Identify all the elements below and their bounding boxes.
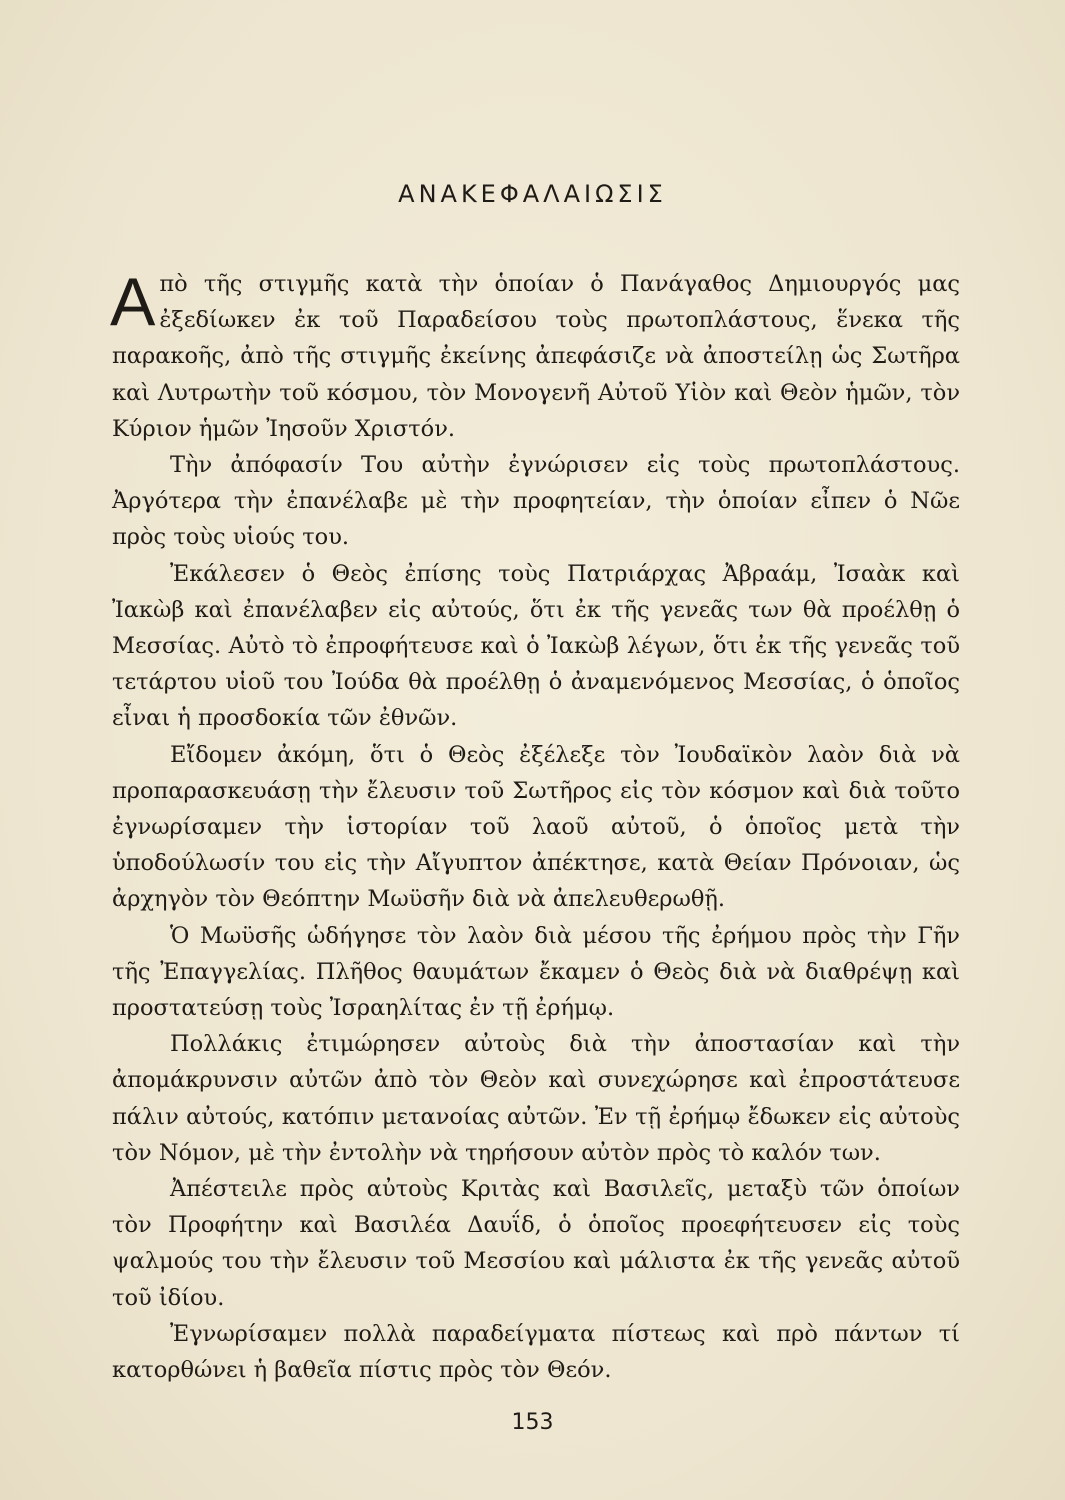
body-text (112, 266, 960, 1388)
paragraph: Τὴν ἀπόφασίν Του αὐτὴν ἐγνώρισεν εἰς τοὺς πρωτοπλάστους. Ἀργότερα τὴν ἐπανέλαβε μὲ τὴν προφητείαν, τὴν ὁποίαν εἶπεν ὁ Νῶε πρὸς τοὺς υἱούς του. (112, 452, 960, 551)
paragraph: Ἐκάλεσεν ὁ Θεὸς ἐπίσης τοὺς Πατριάρχας Ἀβραάμ, Ἰσαὰκ καὶ Ἰακὼβ καὶ ἐπανέλαβεν εἰς αὐτούς, ὅτι ἐκ τῆς γενεᾶς των θὰ προέλθῃ ὁ Μεσσίας. Αὐτὸ τὸ ἐπροφήτευσε καὶ ὁ Ἰακὼβ λέγων, ὅτι ἐκ τῆς γενεᾶς τοῦ τετάρτου υἱοῦ του Ἰούδα θὰ προέλθῃ ὁ ἀναμενόμενος Μεσσίας, ὁ ὁποῖος εἶναι ἡ προσδοκία τῶν ἐθνῶν. (112, 560, 960, 732)
page-number: 153 (511, 1410, 554, 1435)
paragraph: Ὁ Μωϋσῆς ὡδήγησε τὸν λαὸν διὰ μέσου τῆς ἐρήμου πρὸς τὴν Γῆν τῆς Ἐπαγγελίας. Πλῆθος θαυμάτων ἔκαμεν ὁ Θεὸς διὰ νὰ διαθρέψῃ καὶ προστατεύσῃ τοὺς Ἰσραηλίτας ἐν τῇ ἐρήμῳ. (112, 922, 960, 1022)
paragraph: Ἐγνωρίσαμεν πολλὰ παραδείγματα πίστεως καὶ πρὸ πάντων τί κατορθώνει ἡ βαθεῖα πίστις πρὸς τὸν Θεόν. (112, 1320, 960, 1384)
paragraph: Πολλάκις ἐτιμώρησεν αὐτοὺς διὰ τὴν ἀποστασίαν καὶ τὴν ἀπομάκρυνσιν αὐτῶν ἀπὸ τὸν Θεὸν καὶ συνεχώρησε καὶ ἐπροστάτευσε πάλιν αὐτούς, κατόπιν μετανοίας αὐτῶν. Ἐν τῇ ἐρήμῳ ἔδωκεν εἰς αὐτοὺς τὸν Νόμον, μὲ τὴν ἐντολὴν νὰ τηρήσουν αὐτὸν πρὸς τὸ καλόν των. (112, 1031, 960, 1166)
dropcap-letter: Α (110, 264, 156, 340)
paragraph (112, 266, 960, 447)
paragraph: Εἴδομεν ἀκόμη, ὅτι ὁ Θεὸς ἐξέλεξε τὸν Ἰουδαϊκὸν λαὸν διὰ νὰ προπαρασκευάσῃ τὴν ἔλευσιν τοῦ Σωτῆρος εἰς τὸν κόσμον καὶ διὰ τοῦτο ἐγνωρίσαμεν τὴν ἱστορίαν τοῦ λαοῦ αὐτοῦ, ὁ ὁποῖος μετὰ τὴν ὑποδούλωσίν του εἰς τὴν Αἴγυπτον ἀπέκτησε, κατὰ Θείαν Πρόνοιαν, ὡς ἀρχηγὸν τὸν Θεόπτην Μωϋσῆν διὰ νὰ ἀπελευθερωθῇ. (112, 741, 960, 913)
paragraph: Ἀπέστειλε πρὸς αὐτοὺς Κριτὰς καὶ Βασιλεῖς, μεταξὺ τῶν ὁποίων τὸν Προφήτην καὶ Βασιλέα Δαυΐδ, ὁ ὁποῖος προεφήτευσεν εἰς τοὺς ψαλμούς του τὴν ἔλευσιν τοῦ Μεσσίου καὶ μάλιστα ἐκ τῆς γενεᾶς αὐτοῦ τοῦ ἰδίου. (112, 1176, 960, 1311)
paragraph-text: πὸ τῆς στιγμῆς κατὰ τὴν ὁποίαν ὁ Πανάγαθος Δημιουργός μας ἐξεδίωκεν ἐκ τοῦ Παραδείσου τοὺς πρωτοπλάστους, ἕνεκα τῆς παρακοῆς, ἀπὸ τῆς στιγμῆς ἐκείνης ἀπεφάσιζε νὰ ἀποστείλῃ ὡς Σωτῆρα καὶ Λυτρωτὴν τοῦ κόσμου, τὸν Μονογενῆ Αὐτοῦ Υἱὸν καὶ Θεὸν ἡμῶν, τὸν Κύριον ἡμῶν Ἰησοῦν Χριστόν. (112, 271, 960, 442)
page-title: ΑΝΑΚΕΦΑΛΑΙΩΣΙΣ (398, 180, 667, 208)
